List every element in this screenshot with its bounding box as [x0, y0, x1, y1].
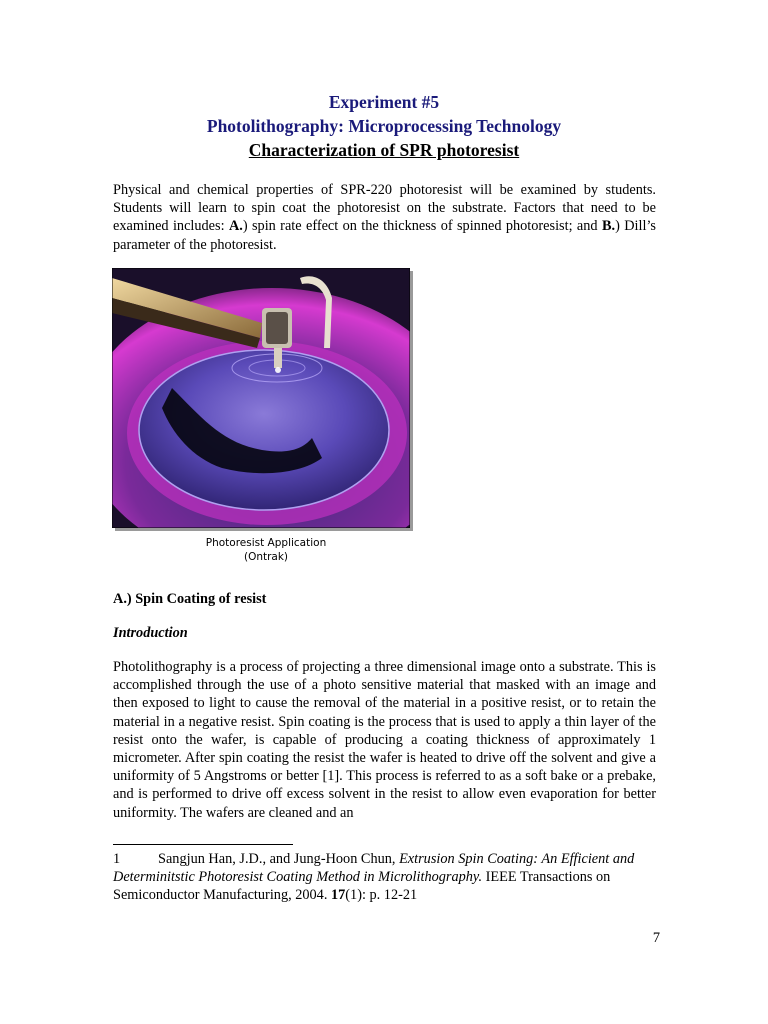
experiment-title: Photolithography: Microprocessing Technology	[206, 116, 562, 136]
intro-bold-a: A.	[228, 218, 243, 235]
page-number: 7	[652, 930, 660, 946]
caption-line-1: Photoresist Application	[205, 537, 327, 549]
figure-caption	[166, 537, 366, 564]
experiment-subtitle: Characterization of SPR photoresist	[248, 140, 520, 160]
title-block	[0, 90, 768, 162]
footnote-title: Extrusion Spin Coating: An Efficient and Determinitstic Photoresist Coating Method in Microlithography.	[113, 851, 635, 886]
footnote-divider	[113, 844, 293, 845]
footnote-number: 1	[113, 851, 121, 867]
footnote	[113, 850, 653, 905]
intro-text-2: ) spin rate effect on the thickness of spinned photoresist; and	[242, 218, 602, 235]
section-heading: A.) Spin Coating of resist	[113, 591, 267, 607]
intro-paragraph	[113, 181, 656, 254]
footnote-volume: 17	[330, 887, 346, 904]
intro-bold-b: B.	[601, 218, 616, 235]
intro-text-3: ) Dill’s parameter of the photoresist.	[113, 218, 656, 253]
intro-text-1: Physical and chemical properties of SPR-220 photoresist will be examined by students. Students will learn to spin coat the photoresist on the substrate. Factors that need to be examined includes:	[113, 182, 656, 235]
footnote-journal: IEEE Transactions on Semiconductor Manufacturing, 2004.	[113, 869, 611, 904]
caption-line-2: (Ontrak)	[243, 550, 289, 563]
footnote-authors: Sangjun Han, J.D., and Jung-Hoon Chun,	[158, 851, 400, 867]
experiment-number: Experiment #5	[328, 92, 440, 112]
photoresist-photo	[112, 268, 410, 528]
introduction-paragraph: Photolithography is a process of projecting a three dimensional image onto a substrate. This is accomplished through the use of a photo sensitive material that masked with an image and then exposed to light to cause the removal of the material in a positive resist, or to retain the material in a negative resist. Spin coating is the process that is used to apply a thin layer of the resist onto the wafer, is capable of producing a coating thickness of approximately 1 micrometer. After spin coating the resist the wafer is heated to drive off the solvent and give a uniformity of 5 Angstroms or better [1]. This process is referred to as a soft bake or a prebake, and is performed to drive off excess solvent in the resist to allow even evaporation for better uniformity. The wafers are cleaned and an	[113, 659, 656, 821]
introduction-heading: Introduction	[113, 625, 188, 641]
footnote-pages: (1): p. 12-21	[345, 887, 418, 904]
